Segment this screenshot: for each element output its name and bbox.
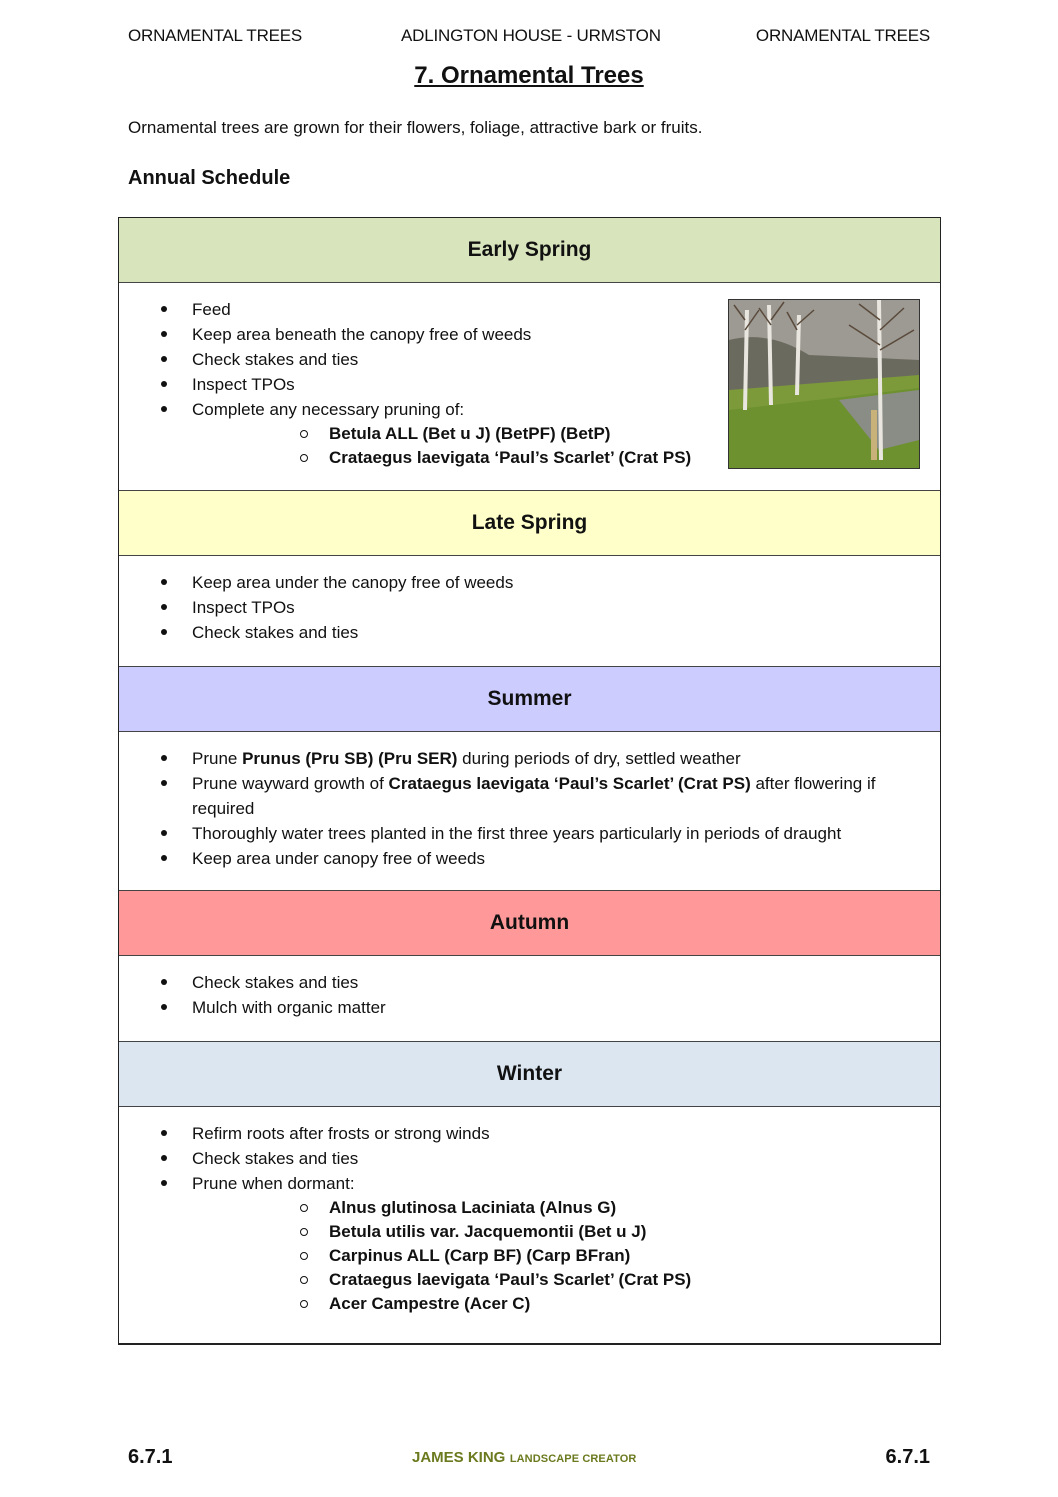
- task-text: Complete any necessary pruning of:: [192, 400, 465, 419]
- task-item: [119, 821, 940, 846]
- birch-trees-photo: [728, 299, 920, 469]
- task-item: [119, 570, 940, 595]
- task-text: Prune wayward growth of: [192, 774, 389, 793]
- plant-item: Betula utilis var. Jacquemontii (Bet u J): [192, 1220, 940, 1244]
- season-heading: Winter: [119, 1041, 940, 1107]
- schedule-heading: Annual Schedule: [128, 167, 291, 189]
- task-text: during periods of dry, settled weather: [457, 749, 741, 768]
- task-item: [119, 995, 940, 1020]
- task-text: Keep area under canopy free of weeds: [192, 849, 485, 868]
- season-section: [119, 1041, 940, 1343]
- footer-page-left: 6.7.1: [128, 1446, 173, 1468]
- season-section: [119, 490, 940, 666]
- plant-name: Crataegus laevigata ‘Paul’s Scarlet’ (Crat PS): [388, 774, 751, 793]
- season-section: [119, 666, 940, 890]
- plant-name: Prunus (Pru SB) (Pru SER): [242, 749, 458, 768]
- plant-item: Carpinus ALL (Carp BF) (Carp BFran): [192, 1244, 940, 1268]
- season-section: [119, 890, 940, 1041]
- plant-item: Alnus glutinosa Laciniata (Alnus G): [192, 1196, 940, 1220]
- footer-brand-name: JAMES KING: [412, 1449, 506, 1466]
- season-heading: Early Spring: [119, 218, 940, 283]
- task-text: Check stakes and ties: [192, 623, 359, 642]
- intro-text: Ornamental trees are grown for their flowers, foliage, attractive bark or fruits.: [128, 118, 703, 137]
- task-item: [119, 1146, 940, 1171]
- task-item: [119, 746, 940, 771]
- season-heading: Autumn: [119, 890, 940, 956]
- season-tasks: [119, 1107, 940, 1343]
- task-text: Check stakes and ties: [192, 1149, 359, 1168]
- task-item: [119, 595, 940, 620]
- task-item: [119, 970, 940, 995]
- footer-brand-tagline: LANDSCAPE CREATOR: [509, 1453, 637, 1465]
- plant-item: Crataegus laevigata ‘Paul’s Scarlet’ (Crat PS): [192, 1268, 940, 1292]
- task-text: Feed: [192, 300, 231, 319]
- task-text: Mulch with organic matter: [192, 998, 386, 1017]
- task-text: Inspect TPOs: [192, 598, 295, 617]
- task-text: Check stakes and ties: [192, 350, 359, 369]
- footer-page-right: 6.7.1: [885, 1446, 930, 1468]
- task-item: [119, 1171, 940, 1316]
- task-text: Prune: [192, 749, 243, 768]
- header-center: ADLINGTON HOUSE - URMSTON: [401, 26, 661, 45]
- task-text: Thoroughly water trees planted in the first three years particularly in periods of draught: [192, 824, 842, 843]
- plant-item: Crataegus laevigata ‘Paul’s Scarlet’ (Crat PS): [192, 446, 940, 470]
- task-item: [119, 771, 940, 821]
- header-right: ORNAMENTAL TREES: [755, 26, 930, 45]
- task-text: Refirm roots after frosts or strong winds: [192, 1124, 490, 1143]
- season-tasks: [119, 732, 940, 890]
- season-section: [119, 218, 940, 490]
- season-tasks: [119, 956, 940, 1041]
- season-heading: Late Spring: [119, 490, 940, 556]
- season-heading: Summer: [119, 666, 940, 732]
- season-tasks: [119, 556, 940, 666]
- task-text: Prune when dormant:: [192, 1174, 355, 1193]
- task-text: Check stakes and ties: [192, 973, 359, 992]
- plant-item: Acer Campestre (Acer C): [192, 1292, 940, 1316]
- season-tasks: [119, 283, 940, 490]
- task-item: [119, 1121, 940, 1146]
- task-item: [119, 846, 940, 871]
- page-title: 7. Ornamental Trees: [414, 62, 644, 89]
- task-text: after flowering if required: [192, 774, 876, 818]
- footer-brand: [412, 1449, 636, 1467]
- task-text: Inspect TPOs: [192, 375, 295, 394]
- header-left: ORNAMENTAL TREES: [128, 26, 303, 45]
- task-text: Keep area beneath the canopy free of weeds: [192, 325, 532, 344]
- task-item: [119, 620, 940, 645]
- annual-schedule-table: [118, 217, 941, 1345]
- plant-item: Betula ALL (Bet u J) (BetPF) (BetP): [192, 422, 940, 446]
- task-text: Keep area under the canopy free of weeds: [192, 573, 514, 592]
